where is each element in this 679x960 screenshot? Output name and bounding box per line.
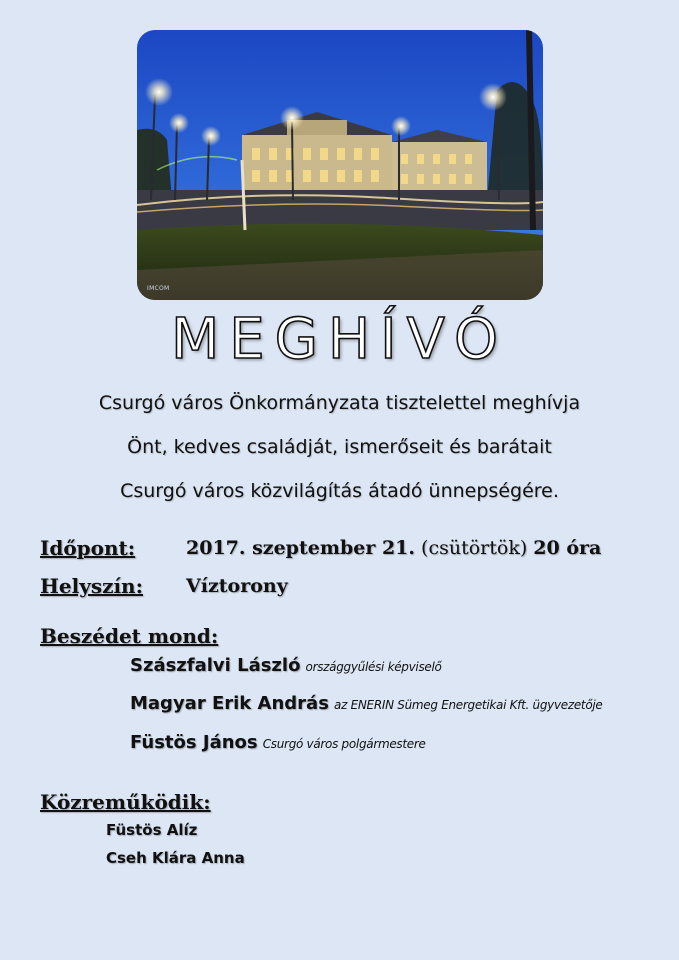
time-value <box>186 536 601 560</box>
contributor-item: Füstös Alíz <box>106 821 198 839</box>
speaker-role: országgyűlési képviselő <box>305 660 442 674</box>
event-day: (csütörtök) <box>421 537 528 559</box>
place-value <box>186 574 288 598</box>
intro-line-3: Csurgó város közvilágítás átadó ünnepségére. <box>120 480 559 502</box>
town-hall-night-photo <box>137 30 543 300</box>
speaker-role: Csurgó város polgármestere <box>262 737 426 751</box>
speaker-item <box>130 692 603 717</box>
event-hour: 20 óra <box>533 537 602 559</box>
speaker-item <box>130 731 426 756</box>
contributors-label: Közreműködik: <box>40 790 211 814</box>
photo-credit: IMCOM <box>147 285 170 292</box>
speaker-role: az ENERIN Sümeg Energetikai Kft. ügyvezetője <box>334 698 603 712</box>
speakers-label: Beszédet mond: <box>40 624 219 648</box>
page-title: MEGHÍVÓ <box>170 307 509 372</box>
speaker-name: Szászfalvi László <box>130 655 301 676</box>
intro-line-1: Csurgó város Önkormányzata tisztelettel meghívja <box>98 392 581 414</box>
event-date: 2017. szeptember 21. <box>186 537 415 559</box>
speaker-item <box>130 654 442 679</box>
contributor-item: Cseh Klára Anna <box>106 849 245 867</box>
event-place: Víztorony <box>186 575 288 597</box>
time-label: Időpont: <box>40 536 136 560</box>
speaker-name: Füstös János <box>130 732 258 753</box>
place-label: Helyszín: <box>40 574 143 598</box>
intro-line-2: Önt, kedves családját, ismerőseit és barátait <box>127 436 552 458</box>
photo-illustration <box>137 30 543 300</box>
speaker-name: Magyar Erik András <box>130 693 329 714</box>
